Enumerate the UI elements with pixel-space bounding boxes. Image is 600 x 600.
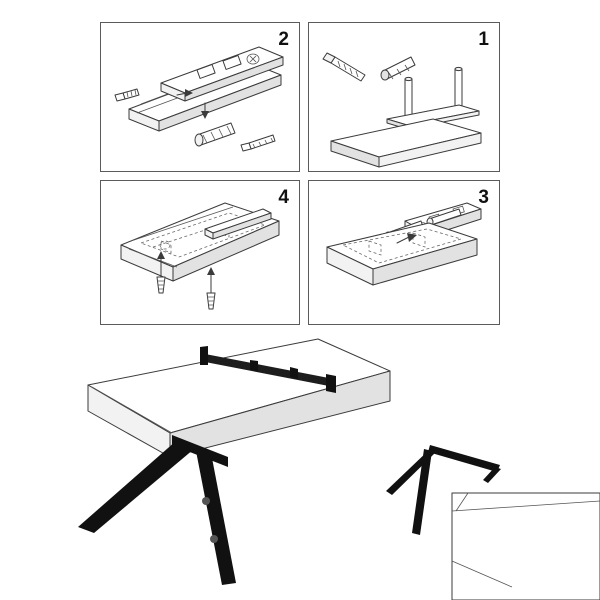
main-shelf-view bbox=[88, 339, 390, 457]
panel-1-illustration bbox=[309, 23, 499, 171]
product-views bbox=[0, 325, 600, 600]
panel-number-2: 2 bbox=[278, 29, 289, 50]
bracket-front-view bbox=[78, 435, 236, 585]
panel-4-illustration bbox=[101, 181, 299, 324]
panel-2-illustration bbox=[101, 23, 299, 171]
screw-2a bbox=[115, 89, 139, 101]
set-screw-4b bbox=[207, 267, 215, 309]
shelf-corner-view bbox=[452, 493, 600, 600]
panel-step-4 bbox=[100, 180, 300, 325]
panel-number-1: 1 bbox=[478, 29, 489, 50]
panel-step-2 bbox=[100, 22, 300, 172]
shelf-board-1 bbox=[331, 119, 481, 167]
shelf-board-3 bbox=[327, 223, 477, 285]
wall-anchor-1 bbox=[381, 57, 415, 80]
wall-anchor-2 bbox=[195, 123, 235, 146]
screw-2b bbox=[241, 135, 275, 151]
panel-number-3: 3 bbox=[478, 187, 489, 208]
panel-step-1 bbox=[308, 22, 500, 172]
panel-3-illustration bbox=[309, 181, 499, 324]
panel-number-4: 4 bbox=[278, 187, 289, 208]
screw-1 bbox=[323, 53, 365, 81]
panel-step-3 bbox=[308, 180, 500, 325]
